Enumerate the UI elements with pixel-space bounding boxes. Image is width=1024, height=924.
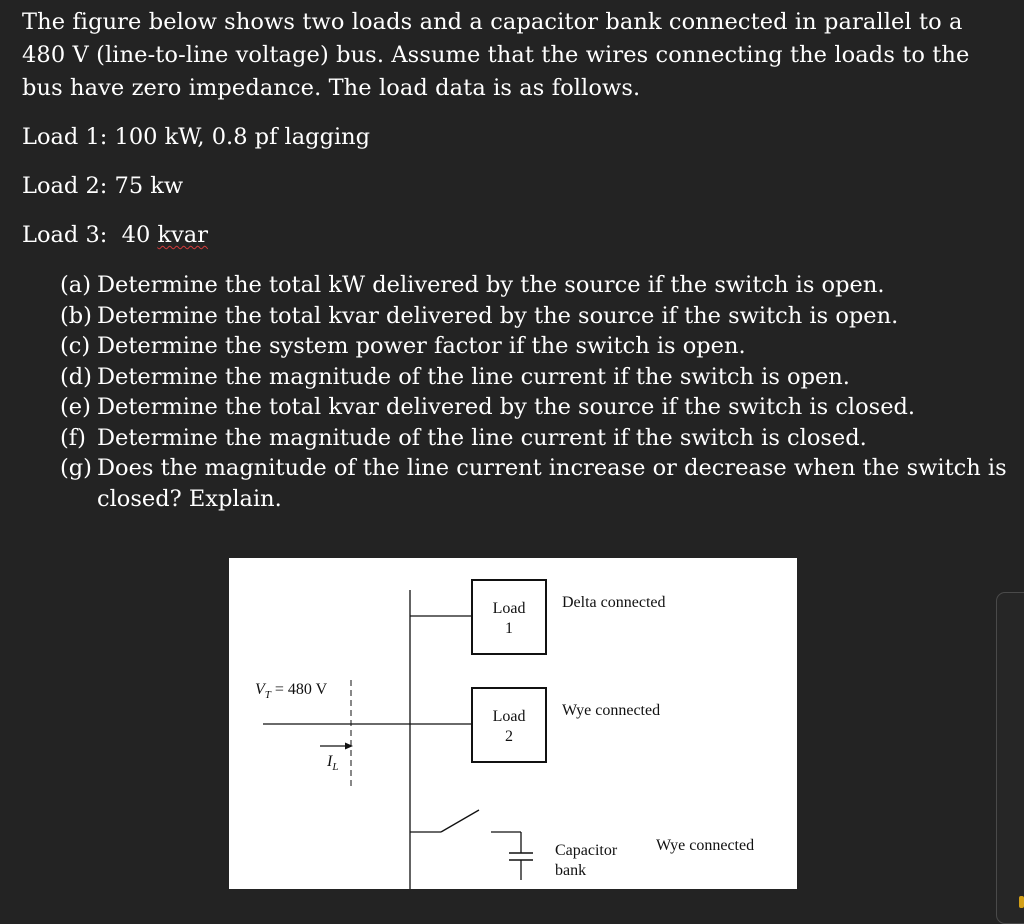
switch-blade — [441, 810, 479, 832]
question-letter: (g) — [60, 455, 92, 481]
question-list — [60, 270, 1010, 514]
question-text: Determine the magnitude of the line current if the switch is closed. — [97, 424, 867, 451]
question-letter: (b) — [60, 302, 92, 329]
load-1-label: Load — [492, 600, 526, 617]
question-letter: (e) — [60, 394, 91, 420]
question-item — [60, 301, 1010, 332]
circuit-figure — [229, 558, 797, 889]
load-2-label: Load — [492, 708, 526, 725]
question-letter: (c) — [60, 333, 91, 359]
question-text: Determine the system power factor if the switch is open. — [97, 333, 746, 359]
load-2-spec: Load 2: 75 kw — [22, 173, 184, 199]
question-letter: (d) — [60, 363, 92, 390]
question-text: Does the magnitude of the line current increase or decrease when the switch is closed? Explain. — [97, 455, 1007, 512]
question-item — [60, 270, 1010, 301]
capacitor-connection: Wye connected — [656, 837, 755, 854]
question-letter: (a) — [60, 272, 91, 298]
question-item — [60, 362, 1010, 393]
current-label — [326, 753, 338, 773]
capacitor-label-2: bank — [555, 862, 587, 879]
load-2-connection: Wye connected — [562, 702, 661, 719]
current-symbol: I — [327, 753, 333, 770]
load-1-number: 1 — [505, 620, 513, 637]
question-text: Determine the total kW delivered by the source if the switch is open. — [97, 272, 885, 298]
question-item — [60, 453, 1010, 514]
load-2-number: 2 — [505, 728, 513, 745]
circuit-diagram — [229, 558, 797, 889]
question-item — [60, 423, 1010, 454]
side-panel-tab[interactable] — [996, 592, 1024, 924]
voltage-value: = 480 V — [270, 681, 328, 698]
problem-intro: The figure below shows two loads and a capacitor bank connected in parallel to a 480 V (line-to-line voltage) bus. Assume that the wires connecting the loads to the bus have zero impedance. The load data is as follows. — [22, 9, 970, 101]
load-3-spec — [22, 220, 208, 250]
load-1-connection: Delta connected — [562, 594, 666, 611]
current-subscript: L — [332, 761, 339, 773]
load-1-box — [472, 580, 546, 654]
load-1-spec: Load 1: 100 kW, 0.8 pf lagging — [22, 124, 371, 150]
load-3-unit: kvar — [157, 222, 208, 248]
voltage-symbol: V — [255, 681, 265, 698]
question-item — [60, 392, 1010, 423]
capacitor-label: Capacitor — [555, 842, 618, 859]
load-2-box — [472, 688, 546, 762]
load-3-value: Load 3: 40 — [22, 222, 158, 248]
question-item — [60, 331, 1010, 362]
voltage-label — [255, 681, 328, 701]
current-arrow-head — [345, 743, 353, 750]
voltage-subscript: T — [264, 689, 271, 701]
question-text: Determine the magnitude of the line current if the switch is open. — [97, 363, 850, 390]
side-indicator — [1019, 896, 1024, 908]
question-text: Determine the total kvar delivered by the source if the switch is closed. — [97, 394, 916, 420]
question-letter: (f) — [60, 424, 86, 451]
question-text: Determine the total kvar delivered by the source if the switch is open. — [97, 302, 899, 329]
